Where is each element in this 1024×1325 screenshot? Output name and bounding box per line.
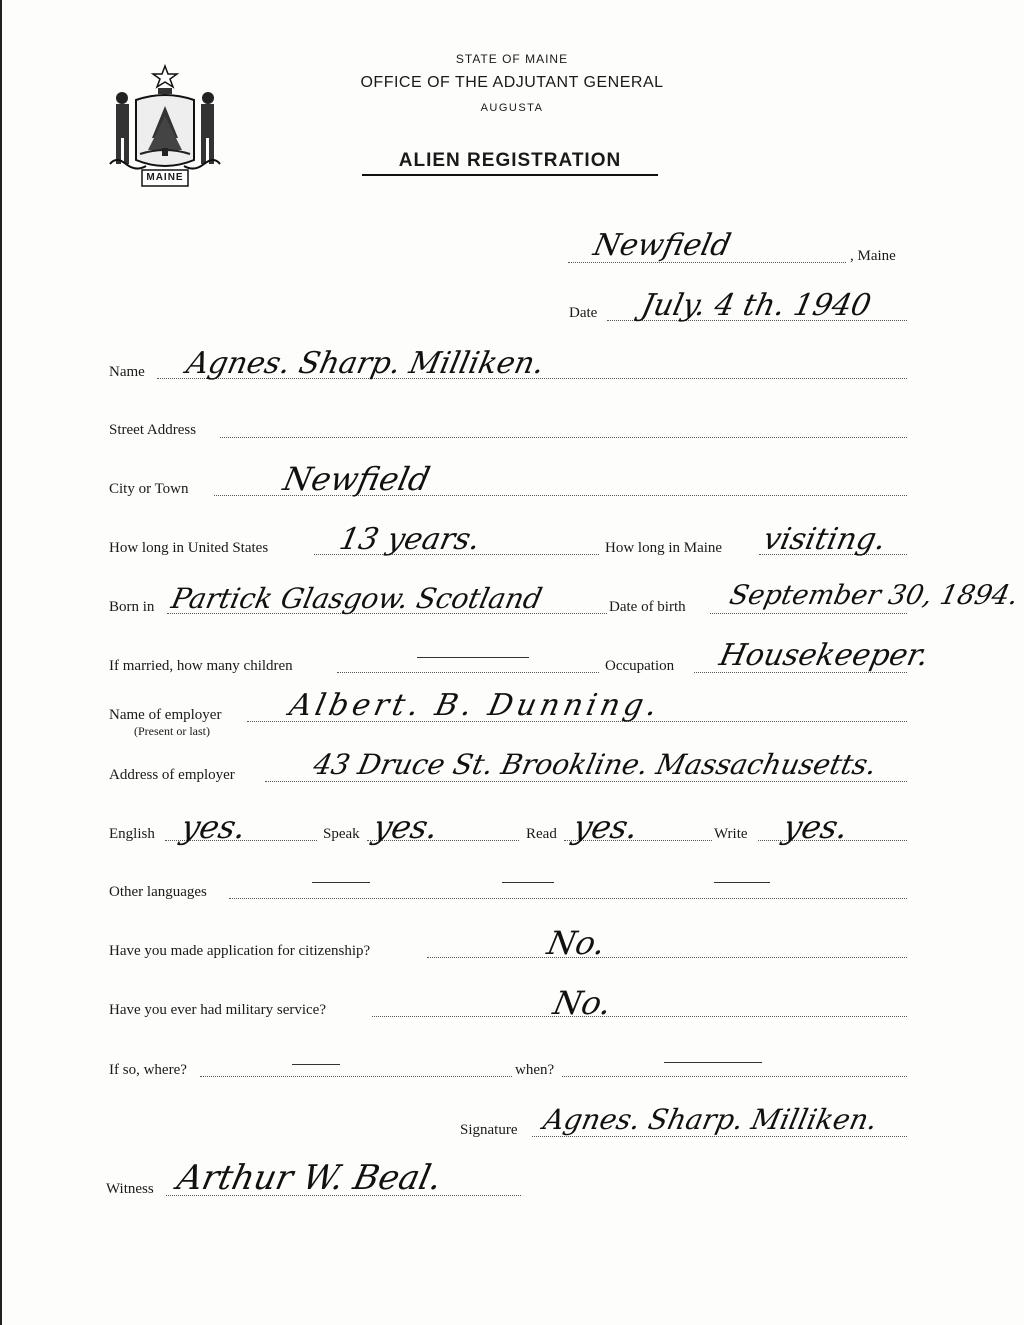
born-in-value: Partick Glasgow. Scotland <box>168 582 546 615</box>
header-state: STATE OF MAINE <box>455 52 569 66</box>
write-label: Write <box>714 826 748 842</box>
military-label: Have you ever had military service? <box>109 1002 326 1018</box>
date-of-birth-label: Date of birth <box>609 599 686 615</box>
when-line <box>562 1076 907 1077</box>
how-long-maine-value: visiting. <box>760 522 889 557</box>
town-value: Newfield <box>590 228 734 263</box>
when-label: when? <box>515 1062 555 1078</box>
other-languages-dash-3 <box>714 882 770 883</box>
other-languages-line <box>229 898 907 899</box>
occupation-value: Housekeeper. <box>716 638 932 673</box>
write-value: yes. <box>779 808 852 846</box>
employer-name-label: Name of employer <box>109 707 222 723</box>
other-languages-label: Other languages <box>109 884 207 900</box>
citizenship-value: No. <box>543 924 609 962</box>
employer-name-value: Albert. B. Dunning. <box>286 688 665 723</box>
witness-value: Arthur W. Beal. <box>173 1158 446 1198</box>
signature-label: Signature <box>460 1122 518 1138</box>
employer-address-value: 43 Druce St. Brookline. Massachusetts. <box>310 748 880 781</box>
how-long-us-value: 13 years. <box>336 522 484 557</box>
signature-line <box>532 1136 907 1137</box>
name-label: Name <box>109 364 145 380</box>
read-label: Read <box>526 826 557 842</box>
street-address-label: Street Address <box>109 422 197 438</box>
date-label: Date <box>569 305 598 321</box>
speak-value: yes. <box>369 808 442 846</box>
witness-label: Witness <box>106 1181 154 1197</box>
read-value: yes. <box>569 808 642 846</box>
street-address-line <box>220 437 907 438</box>
born-in-label: Born in <box>109 599 155 615</box>
date-of-birth-value: September 30, 1894. <box>726 580 1022 611</box>
header-city: AUGUSTA <box>480 102 544 114</box>
married-children-dash <box>417 657 529 658</box>
how-long-maine-label: How long in Maine <box>605 540 723 556</box>
city-label: City or Town <box>109 481 189 497</box>
english-value: yes. <box>177 808 250 846</box>
occupation-label: Occupation <box>605 658 675 674</box>
other-languages-dash-2 <box>502 882 554 883</box>
if-so-where-label: If so, where? <box>109 1062 187 1078</box>
form-title: ALIEN REGISTRATION <box>362 150 658 176</box>
city-value: Newfield <box>279 460 434 498</box>
employer-address-line <box>265 781 907 782</box>
speak-label: Speak <box>323 826 360 842</box>
other-languages-dash-1 <box>312 882 370 883</box>
name-value: Agnes. Sharp. Milliken. <box>183 346 548 381</box>
how-long-us-label: How long in United States <box>109 540 269 556</box>
seal-text: MAINE <box>146 172 184 183</box>
military-value: No. <box>549 984 615 1022</box>
if-so-where-line <box>200 1076 512 1077</box>
married-children-line <box>337 672 599 673</box>
citizenship-line <box>427 957 907 958</box>
english-label: English <box>109 826 155 842</box>
married-children-label: If married, how many children <box>109 658 293 674</box>
date-of-birth-line <box>710 613 907 614</box>
when-dash <box>664 1062 762 1063</box>
employer-address-label: Address of employer <box>109 767 235 783</box>
employer-note: (Present or last) <box>134 724 210 738</box>
citizenship-label: Have you made application for citizenship? <box>109 943 371 959</box>
if-so-where-dash <box>292 1064 340 1065</box>
date-value: July. 4 th. 1940 <box>638 288 875 323</box>
signature-value: Agnes. Sharp. Milliken. <box>540 1103 881 1136</box>
maine-label: , Maine <box>850 248 896 264</box>
header-office: OFFICE OF THE ADJUTANT GENERAL <box>360 74 664 91</box>
military-line <box>372 1016 907 1017</box>
